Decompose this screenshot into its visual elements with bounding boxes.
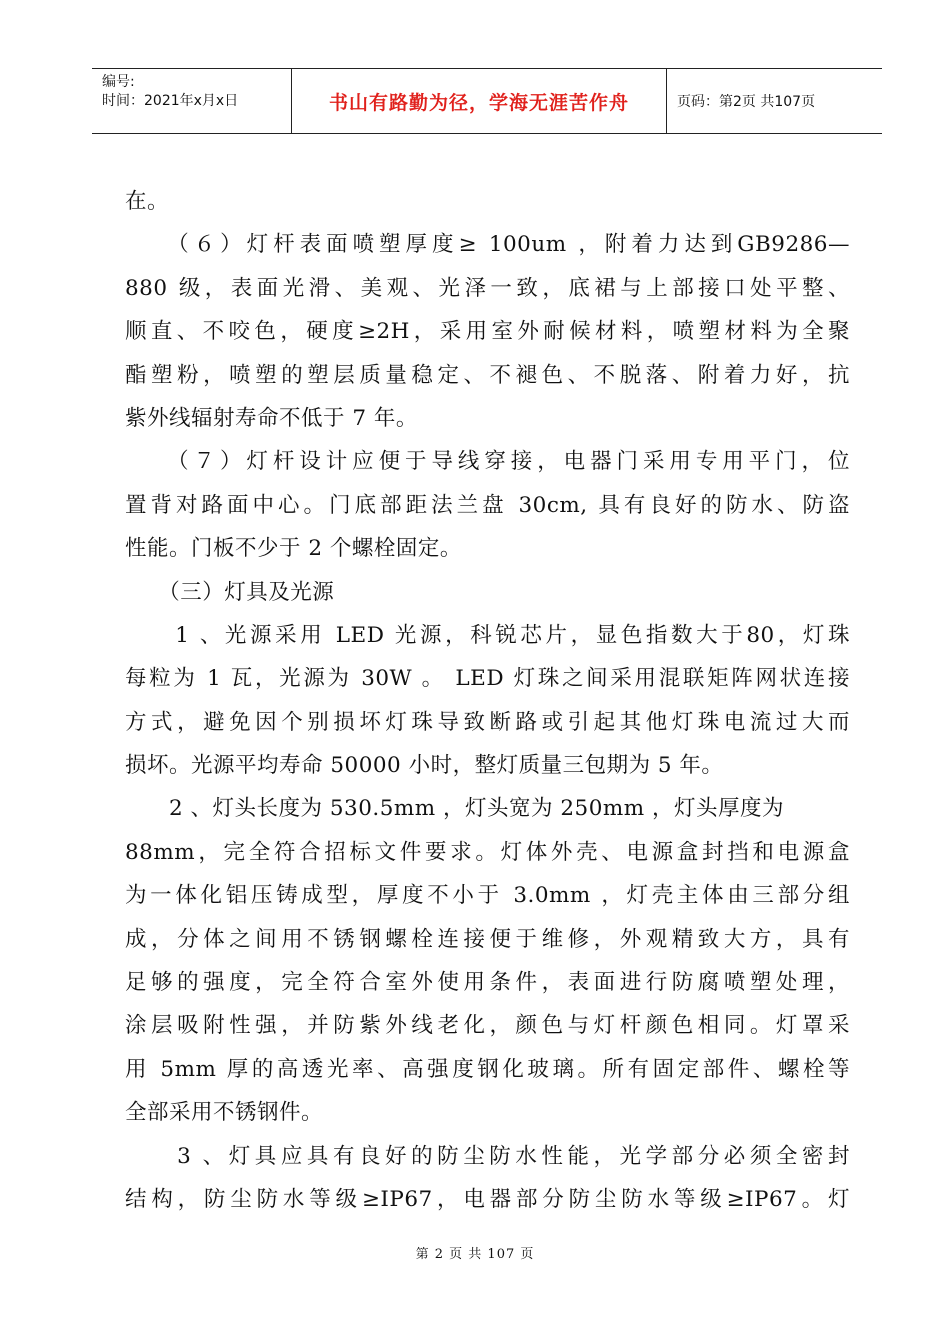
body-line: 结构，防尘防水等级≥IP67，电器部分防尘防水等级≥IP67。灯 [125,1186,850,1212]
body-line: 涂层吸附性强，并防紫外线老化，颜色与灯杆颜色相同。灯罩采 [125,1013,850,1039]
header-info-cell [92,69,292,133]
body-line: 置背对路面中心。门底部距法兰盘 30cm, 具有良好的防水、防盗 [125,492,850,518]
body-line: 酯塑粉，喷塑的塑层质量稳定、不褪色、不脱落、附着力好，抗 [125,362,850,388]
body-line: 在。 [125,189,170,214]
body-line: 成，分体之间用不锈钢螺栓连接便于维修，外观精致大方，具有 [125,926,850,952]
header-motto: 书山有路勤为径，学海无涯苦作舟 [292,69,667,133]
body-line: 性能。门板不少于 2 个螺栓固定。 [125,536,462,562]
body-line: 1 、光源采用 LED 光源，科锐芯片，显色指数大于80，灯珠 [125,622,850,648]
body-line: 880 级，表面光滑、美观、光泽一致，底裙与上部接口处平整、 [125,275,850,301]
body-line: （７）灯杆设计应便于导线穿接，电器门采用专用平门，位 [125,449,850,475]
body-line: 用 5mm 厚的高透光率、高强度钢化玻璃。所有固定部件、螺栓等 [125,1056,850,1082]
header-time-label: 时间：2021年x月x日 [102,93,239,109]
header-page-label: 页码：第2页 共107页 [677,94,816,110]
document-body [125,180,850,1221]
body-line: 88mm，完全符合招标文件要求。灯体外壳、电源盒封挡和电源盒 [125,839,850,865]
header-number-label: 编号: [102,74,135,90]
body-line: 全部采用不锈钢件。 [125,1100,324,1126]
body-line: 损坏。光源平均寿命 50000 小时，整灯质量三包期为 5 年。 [125,753,724,779]
body-line: （６）灯杆表面喷塑厚度≥ 100um ，附着力达到GB9286— [125,232,850,258]
body-line: 方式，避免因个别损坏灯珠导致断路或引起其他灯珠电流过大而 [125,709,850,735]
body-line: 2 、灯头长度为 530.5mm ，灯头宽为 250mm ，灯头厚度为 [125,796,784,822]
body-line: 为一体化铝压铸成型，厚度不小于 3.0mm ，灯壳主体由三部分组 [125,883,850,909]
body-line: 顺直、不咬色，硬度≥2H，采用室外耐候材料，喷塑材料为全聚 [125,319,850,345]
body-line: 紫外线辐射寿命不低于 7 年。 [125,405,418,431]
body-line: （三）灯具及光源 [125,579,335,605]
page-footer: 第 2 页 共 107 页 [415,1247,535,1262]
body-line: 足够的强度，完全符合室外使用条件，表面进行防腐喷塑处理， [125,970,850,996]
body-line: 每粒为 1 瓦，光源为 30W 。 LED 灯珠之间采用混联矩阵网状连接 [125,666,850,692]
page-header [92,68,882,134]
body-line: 3 、灯具应具有良好的防尘防水性能，光学部分必须全密封 [125,1143,850,1169]
